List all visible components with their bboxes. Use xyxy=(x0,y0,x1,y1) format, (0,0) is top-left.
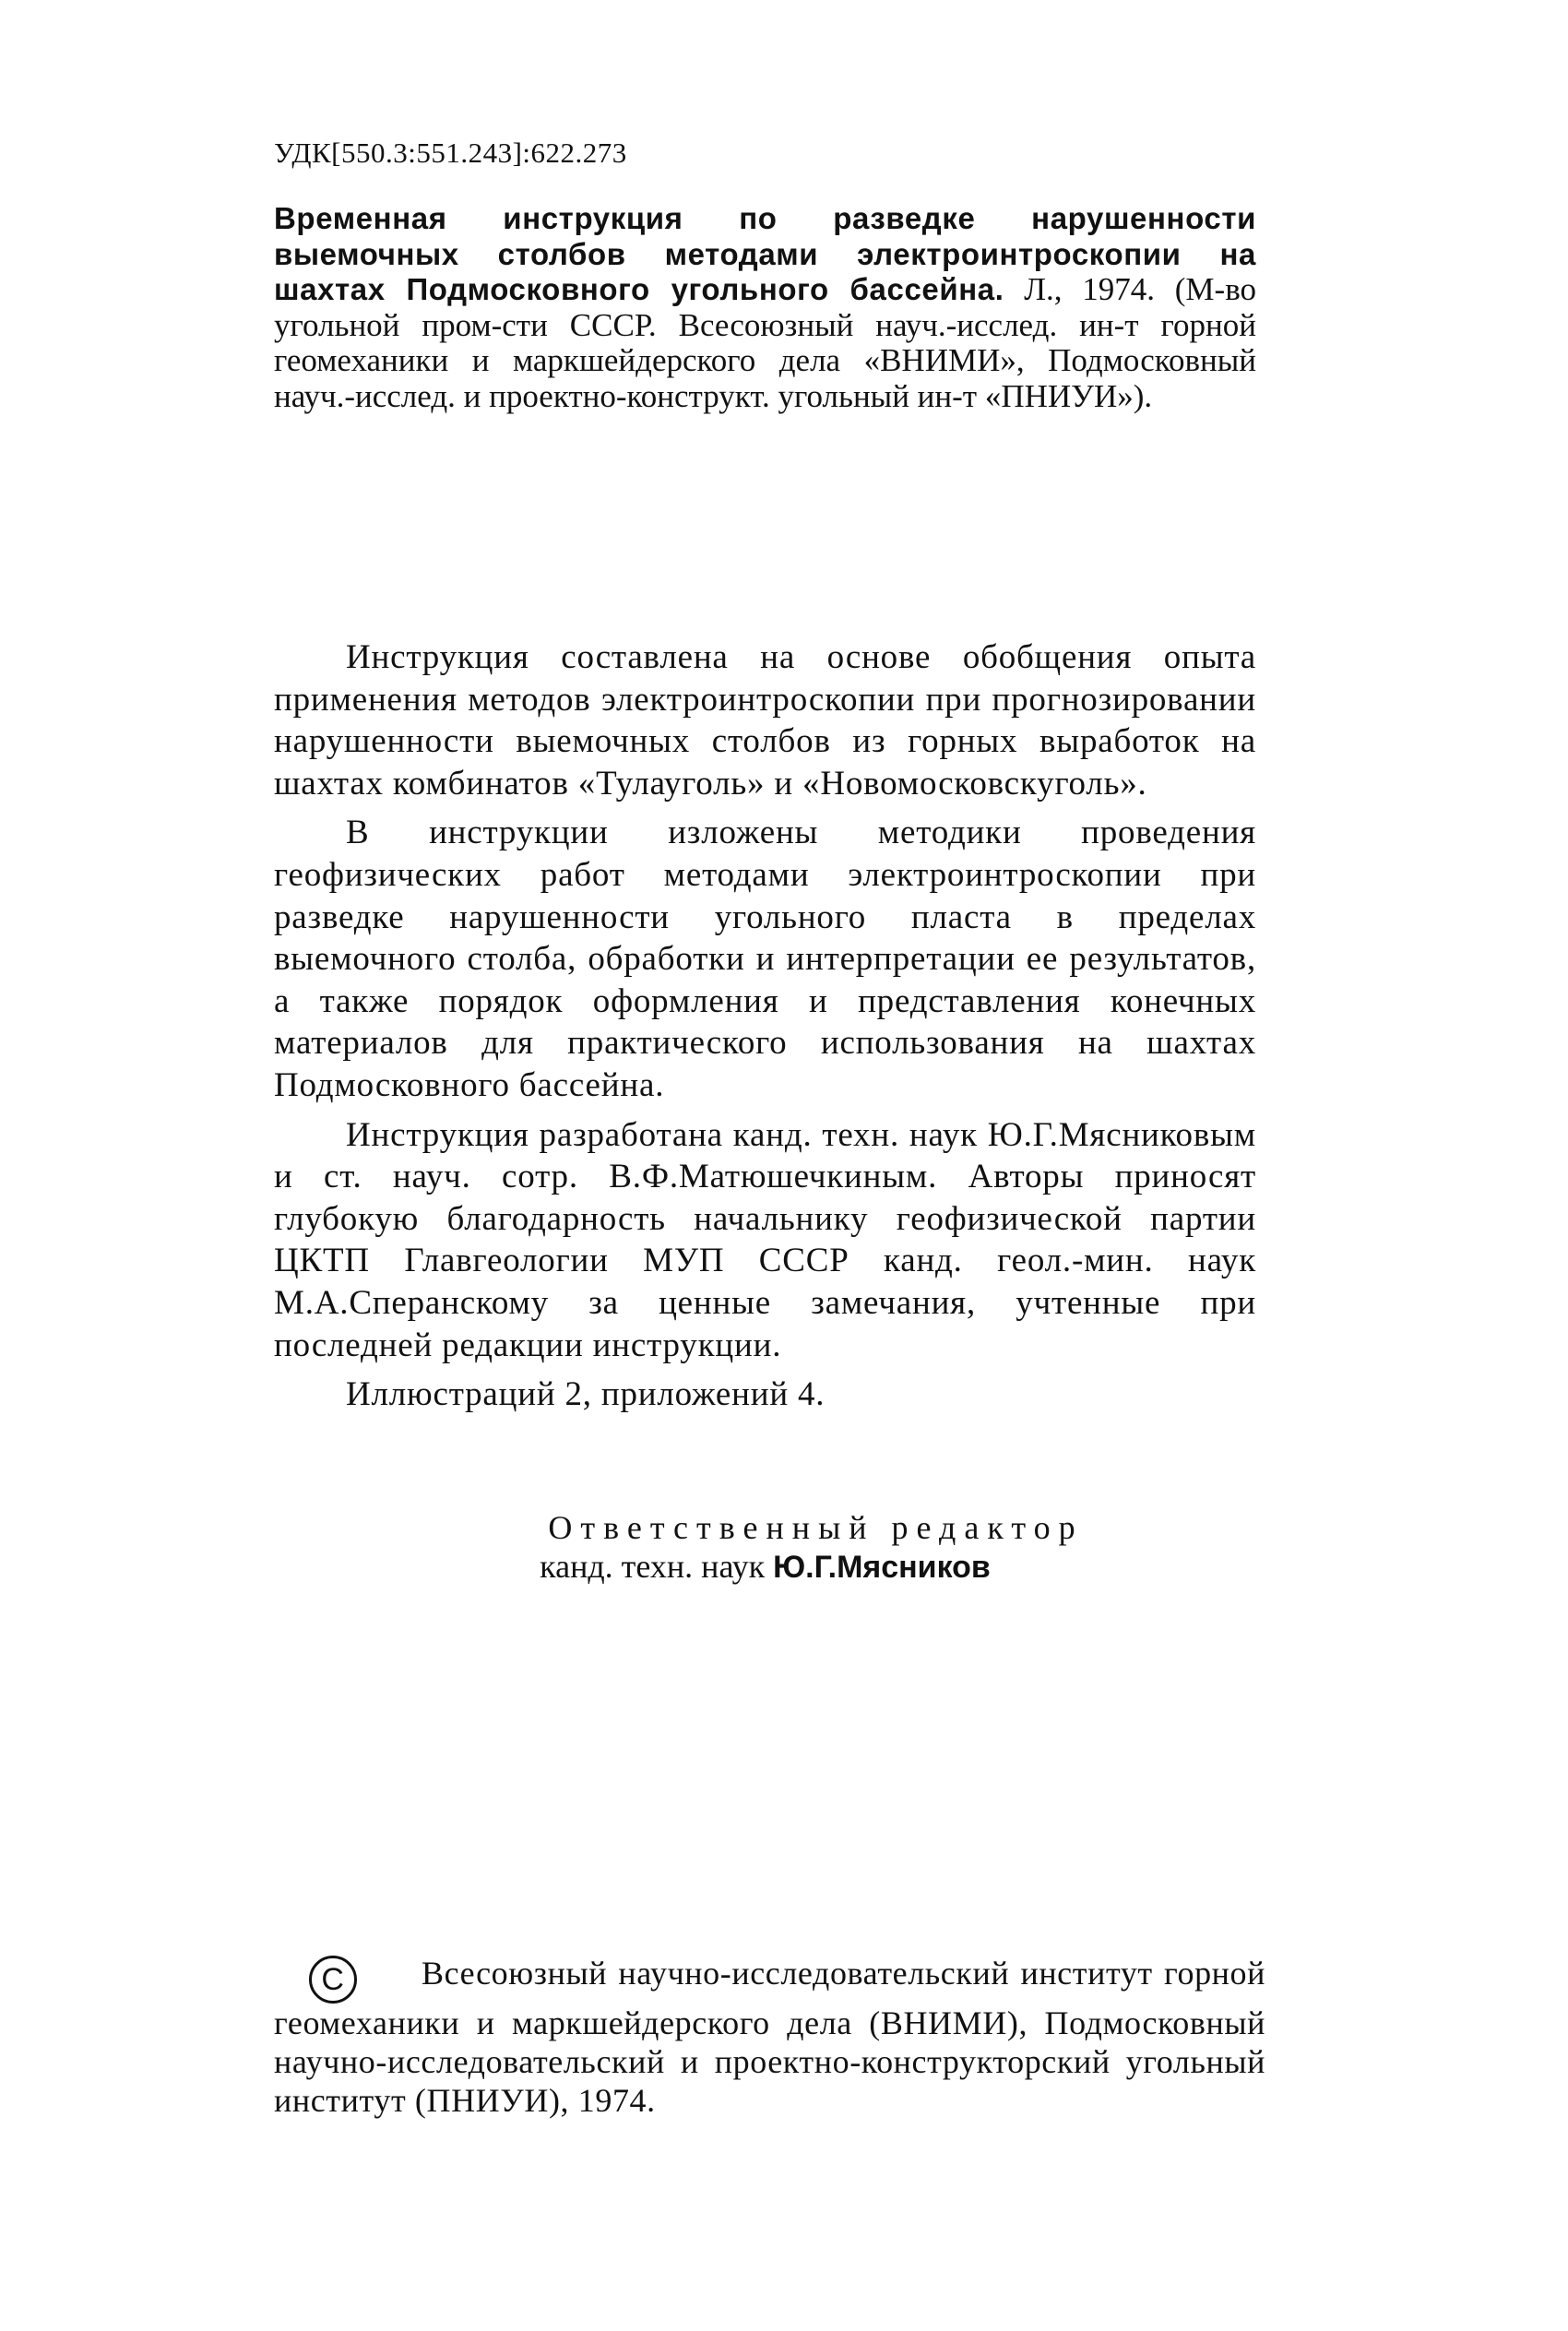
copyright-icon: C xyxy=(309,1956,357,2004)
bibliographic-description xyxy=(274,201,1256,414)
publication-details: Л., 1974. (М-во угольной пром-сти СССР. Всесоюзный науч.-исслед. ин-т горной геомеханики и маркшейдерского дела «ВНИМИ», Подмосковный науч.-исслед. и проектно-конструкт. угольный ин-т «ПНИУИ»). xyxy=(274,271,1256,414)
copyright-notice xyxy=(274,1954,1265,2120)
editor-credit xyxy=(274,1547,1256,1587)
editor-degree: канд. техн. наук xyxy=(540,1548,766,1585)
abstract-paragraph: Инструкция составлена на основе обобщения опыта применения методов электроинтроскопии при прогнозировании нарушенности выемочных столбов из горных выработок на шахтах комбинатов «Тулауголь» и «Новомосковскуголь». xyxy=(274,638,1256,803)
illustrations-count: Иллюстраций 2, приложений 4. xyxy=(346,1375,826,1414)
responsible-editor xyxy=(274,1508,1256,1587)
abstract-paragraph: Инструкция разработана канд. техн. наук Ю.Г.Мясниковым и ст. науч. сотр. В.Ф.Матюшечкиным. Авторы приносят глубокую благодарность начальнику геофизической партии ЦКТП Главгеологии МУП СССР канд. геол.-мин. наук М.А.Сперанскому за ценные замечания, учтенные при последней редакции инструкции. xyxy=(274,1115,1256,1364)
editor-role: Ответственный редактор xyxy=(548,1509,1084,1546)
document-title: Временная инструкция по разведке нарушенности выемочных столбов методами электроинтроскопии на шахтах Подмосковного угольного бассейна. xyxy=(274,201,1256,306)
abstract-paragraph: В инструкции изложены методики проведения геофизических работ методами электроинтроскопии при разведке нарушенности угольного пласта в пределах выемочного столба, обработки и интерпретации ее результатов, а также порядок оформления и представления конечных материалов для практического использования на шахтах Подмосковного бассейна. xyxy=(274,814,1256,1104)
abstract xyxy=(274,636,1256,1423)
udc-code: УДК[550.3:551.243]:622.273 xyxy=(274,137,627,169)
editor-name: Ю.Г.Мясников xyxy=(773,1550,991,1585)
copyright-text: Всесоюзный научно-исследовательский институт горной геомеханики и маркшейдерского дела (ВНИМИ), Подмосковный научно-исследовательский и проектно-конструкторский угольный институт (ПНИУИ), 1974. xyxy=(274,1955,1265,2119)
